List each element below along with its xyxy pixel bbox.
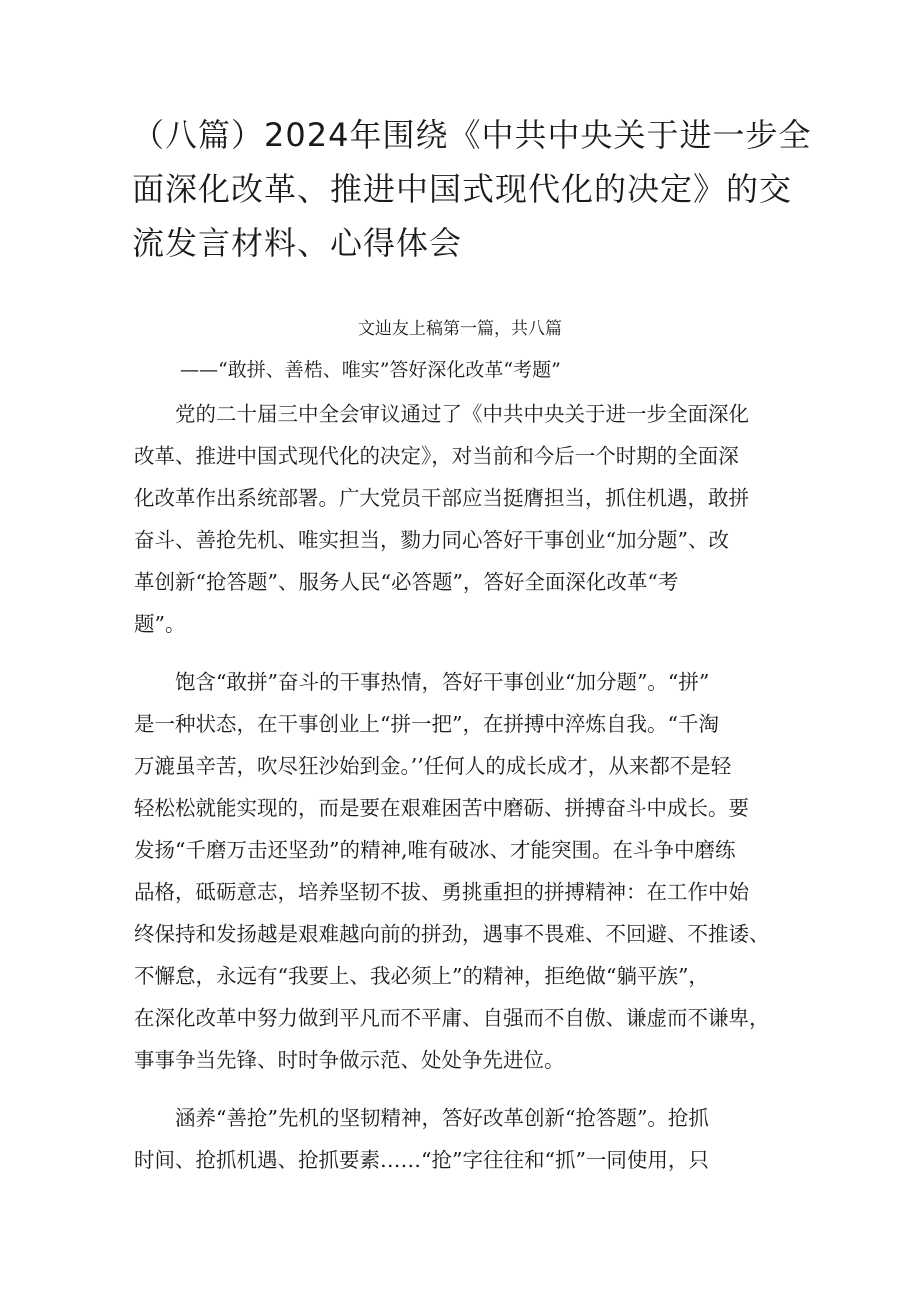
body-line: 终保持和发扬越是艰难越向前的拼劲，遇事不畏难、不回避、不推诿、 [134, 922, 770, 946]
body-line: 是一种状态，在干事创业上“拼一把”，在拼搏中淬炼自我。“千淘 [134, 712, 719, 736]
body-line: 万漉虽辛苦，吹尽狂沙始到金。’’任何人的成长成才，从来都不是轻 [134, 754, 732, 778]
document-title: （八篇）2024年围绕《中共中央关于进一步全面深化改革、推进中国式现代化的决定》的交流发言材料、心得体会 [132, 116, 812, 262]
body-line: 涵养“善抢”先机的坚韧精神，答好改革创新“抢答题”。抢抓 [175, 1106, 709, 1130]
document-subheading: 文辿友上稿第一篇，共八篇 [358, 319, 562, 339]
body-line: 时间、抢抓机遇、抢抓要素……“抢”字往往和“抓”一同使用，只 [134, 1148, 709, 1172]
body-line: 品格，砥砺意志，培养坚韧不拔、勇挑重担的拼搏精神：在工作中始 [134, 880, 749, 904]
article-tagline: ——“敢拼、善梏、唯实”答好深化改革“考题” [180, 359, 561, 381]
body-line: 题”。 [134, 612, 186, 636]
body-line: 轻松松就能实现的，而是要在艰难困苦中磨砺、拼搏奋斗中成长。要 [134, 796, 749, 820]
body-line: 在深化改革中努力做到平凡而不平庸、自强而不自傲、谦虚而不谦卑， [134, 1006, 770, 1030]
body-line: 事事争当先锋、时时争做示范、处处争先进位。 [134, 1048, 565, 1072]
body-line: 党的二十届三中全会审议通过了《中共中央关于进一步全面深化 [175, 402, 749, 426]
body-line: 饱含“敢拼”奋斗的干事热情，答好干事创业“加分题”。“拼” [175, 670, 710, 694]
body-line: 不懈怠，永远有“我要上、我必须上”的精神，拒绝做“躺平族”， [134, 964, 709, 988]
body-line: 发扬“千磨万击还坚劲”的精神,唯有破冰、才能突围。在斗争中磨练 [134, 838, 736, 862]
body-line: 改革、推进中国式现代化的决定》，对当前和今后一个时期的全面深 [134, 444, 739, 468]
body-line: 奋斗、善抢先机、唯实担当，勠力同心答好干事创业“加分题”、改 [134, 528, 729, 552]
body-line: 革创新“抢答题”、服务人民“必答题”，答好全面深化改革“考 [134, 570, 679, 594]
body-line: 化改革作出系统部署。广大党员干部应当挺膺担当，抓住机遇，敢拼 [134, 486, 749, 510]
